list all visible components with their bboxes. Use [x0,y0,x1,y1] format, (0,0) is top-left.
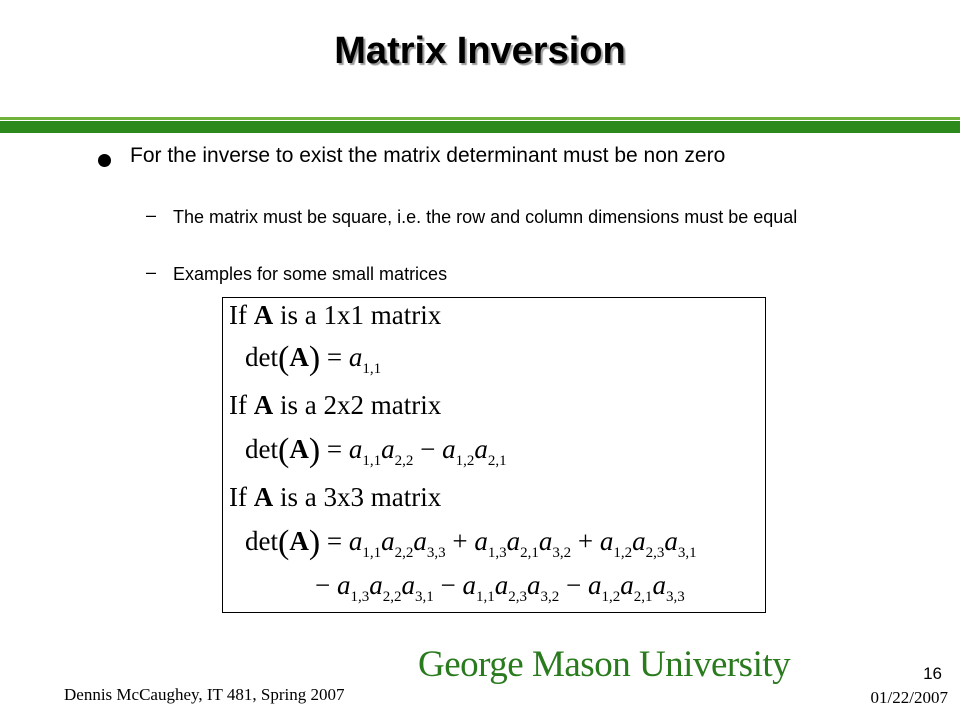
det-operator: det [245,342,278,372]
footer-date: 01/22/2007 [870,688,948,707]
det-2x2-rhs: = $a_{1,1}a_{2,2} - a_{1,2}a_{2,1}$ [326,434,507,469]
sub-bullet-2: Examples for some small matrices [173,264,448,284]
case-2x2-heading [229,390,441,421]
if-word: If [229,300,247,330]
det-3x3-rhs-line2: − $a_{1,3}a_{2,2}a_{3,1} - a_{1,1}a_{2,3}a_{3,2} - a_{1,2}a_{2,1}a_{3,3}$ [315,570,685,605]
matrix-symbol: A [253,482,274,512]
bullet-dot-icon [98,154,111,167]
footer-author: Dennis McCaughey, IT 481, Spring 2007 [64,685,345,704]
page-number: 16 [923,664,942,683]
det-1x1-formula: $\det(A) = a_{1,1}$ [245,340,382,377]
det-3x3-formula-line1: $\det(A) = a_{1,1}a_{2,2}a_{3,3} + a_{1,3}a_{2,1}a_{3,2} + a_{1,2}a_{2,3}a_{3,1}$ [245,524,697,561]
dash-icon: – [146,262,157,282]
if-word: If [229,390,247,420]
title-rule-light [0,117,960,120]
det-1x1-rhs: = $a_{1,1}$ [326,342,382,377]
matrix-symbol: A [289,342,309,372]
det-operator: det [245,526,278,556]
equation-box [222,297,766,613]
case-description: is a 3x3 matrix [279,482,442,512]
matrix-symbol: A [253,300,274,330]
det-3x3-rhs-line1: = $a_{1,1}a_{2,2}a_{3,3} + a_{1,3}a_{2,1}a_{3,2} + a_{1,2}a_{2,3}a_{3,1}$ [326,526,697,561]
university-logo: George Mason University [418,644,791,685]
case-3x3-heading [229,482,441,513]
det-operator: det [245,434,278,464]
main-bullet-text: For the inverse to exist the matrix determinant must be non zero [130,144,726,167]
matrix-symbol: A [289,526,309,556]
case-1x1-heading [229,300,441,331]
title-rule [0,121,960,133]
case-description: is a 1x1 matrix [279,300,442,330]
matrix-symbol: A [289,434,309,464]
slide-title: Matrix Inversion [334,30,626,72]
dash-icon: – [146,205,157,225]
det-2x2-formula: $\det(A) = a_{1,1}a_{2,2} - a_{1,2}a_{2,1}$ [245,432,507,469]
case-description: is a 2x2 matrix [279,390,442,420]
matrix-symbol: A [253,390,274,420]
det-3x3-formula-line2 [315,570,685,605]
sub-bullet-1: The matrix must be square, i.e. the row and column dimensions must be equal [173,207,798,227]
if-word: If [229,482,247,512]
